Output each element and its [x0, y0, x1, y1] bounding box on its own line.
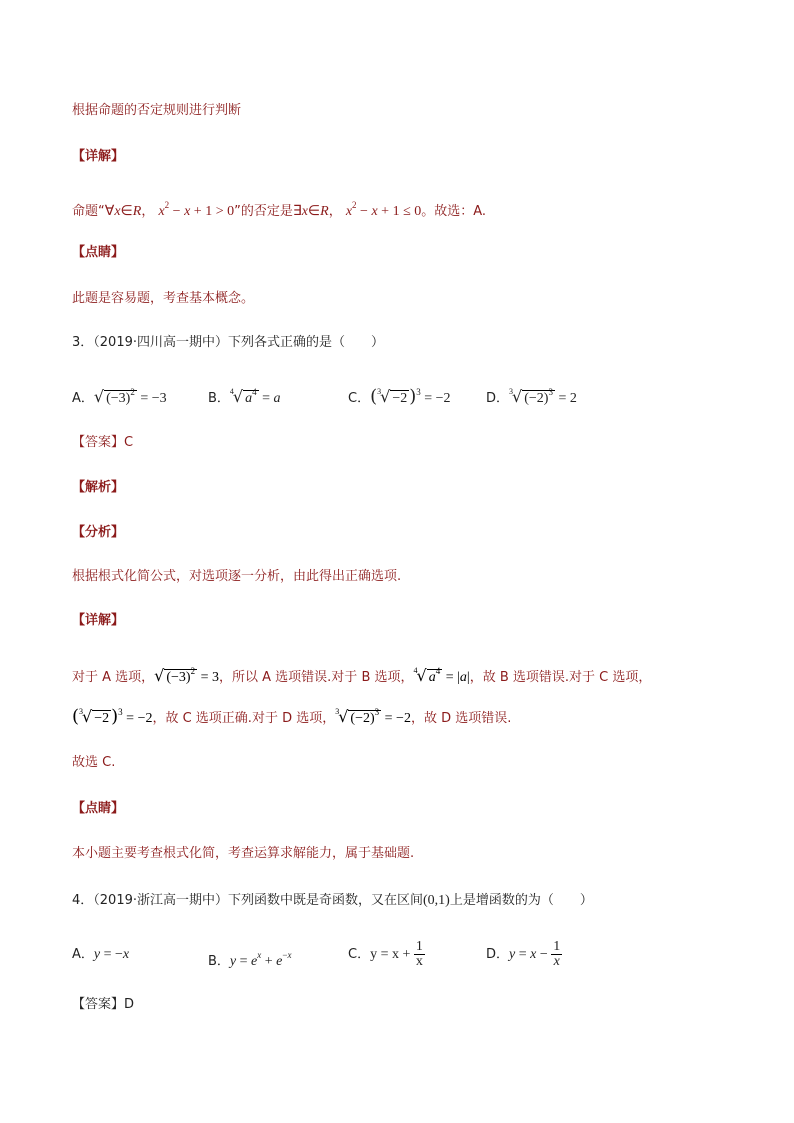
q4-option-a: A．y = −x: [72, 947, 130, 962]
q2-point: 此题是容易题，考查基本概念。: [72, 291, 255, 306]
q4-option-d: D．y = x − $\frac{1}{x}$: [486, 939, 561, 969]
q3-stem: 3．（2019·四川高一期中）下列各式正确的是（ ）: [72, 335, 384, 350]
q3-option-c: C．($^3$√ −2 )$^3$ = −2: [348, 386, 451, 407]
hint-text: 根据命题的否定规则进行判断: [72, 103, 242, 118]
q3-option-b: B．$^4$√ $a^4 = a$: [208, 387, 281, 406]
q3-detail-line2: ($^3$√ −2 )$^3$ = −2，故 C 选项正确.对于 D 选项，$^3$√ $(-2)^3 = -2$，故 D 选项错误.: [72, 706, 512, 727]
q3-option-a: A．√ $(-3)^2 = -3$: [72, 387, 167, 406]
q4-option-b: B．$y = e^x + e^{-x}$: [208, 950, 292, 969]
q3-point: 本小题主要考查根式化简，考查运算求解能力，属于基础题.: [72, 846, 415, 861]
q3-detail-line1: 对于 A 选项，√ $(-3)^2 = 3$，所以 A 选项错误.对于 B 选项，$^4$√ $a^4 = |a|$，故 B 选项错误.对于 C 选项，: [72, 666, 652, 685]
q4-option-c: C．y = x + $\frac{1}{x}$: [348, 939, 423, 969]
analysis-heading: 【解析】: [72, 480, 125, 495]
q3-answer: 【答案】C: [72, 435, 134, 450]
fenxi-heading: 【分析】: [72, 525, 125, 540]
q3-analysis: 根据根式化简公式，对选项逐一分析，由此得出正确选项.: [72, 569, 402, 584]
q2-detail: 命题“∀x∈R， $x^2 - x + 1 > 0$”的否定是∃x∈R， $x^2 - x + 1 \le 0$。故选：A.: [72, 200, 487, 219]
q3-options: [72, 383, 722, 407]
q4-answer: 【答案】D: [72, 997, 135, 1012]
point-heading: 【点睛】: [72, 245, 125, 260]
point-heading-2: 【点睛】: [72, 801, 125, 816]
q3-choose: 故选 C.: [72, 755, 116, 770]
q4-stem: 4．（2019·浙江高一期中）下列函数中既是奇函数，又在区间(0,1)上是增函数的为（ ）: [72, 893, 593, 908]
q4-options: [72, 940, 722, 976]
detail-heading: 【详解】: [72, 149, 125, 164]
detail-heading-2: 【详解】: [72, 613, 125, 628]
q3-option-d: D．$^3$√ $(-2)^3 = 2$: [486, 387, 577, 406]
